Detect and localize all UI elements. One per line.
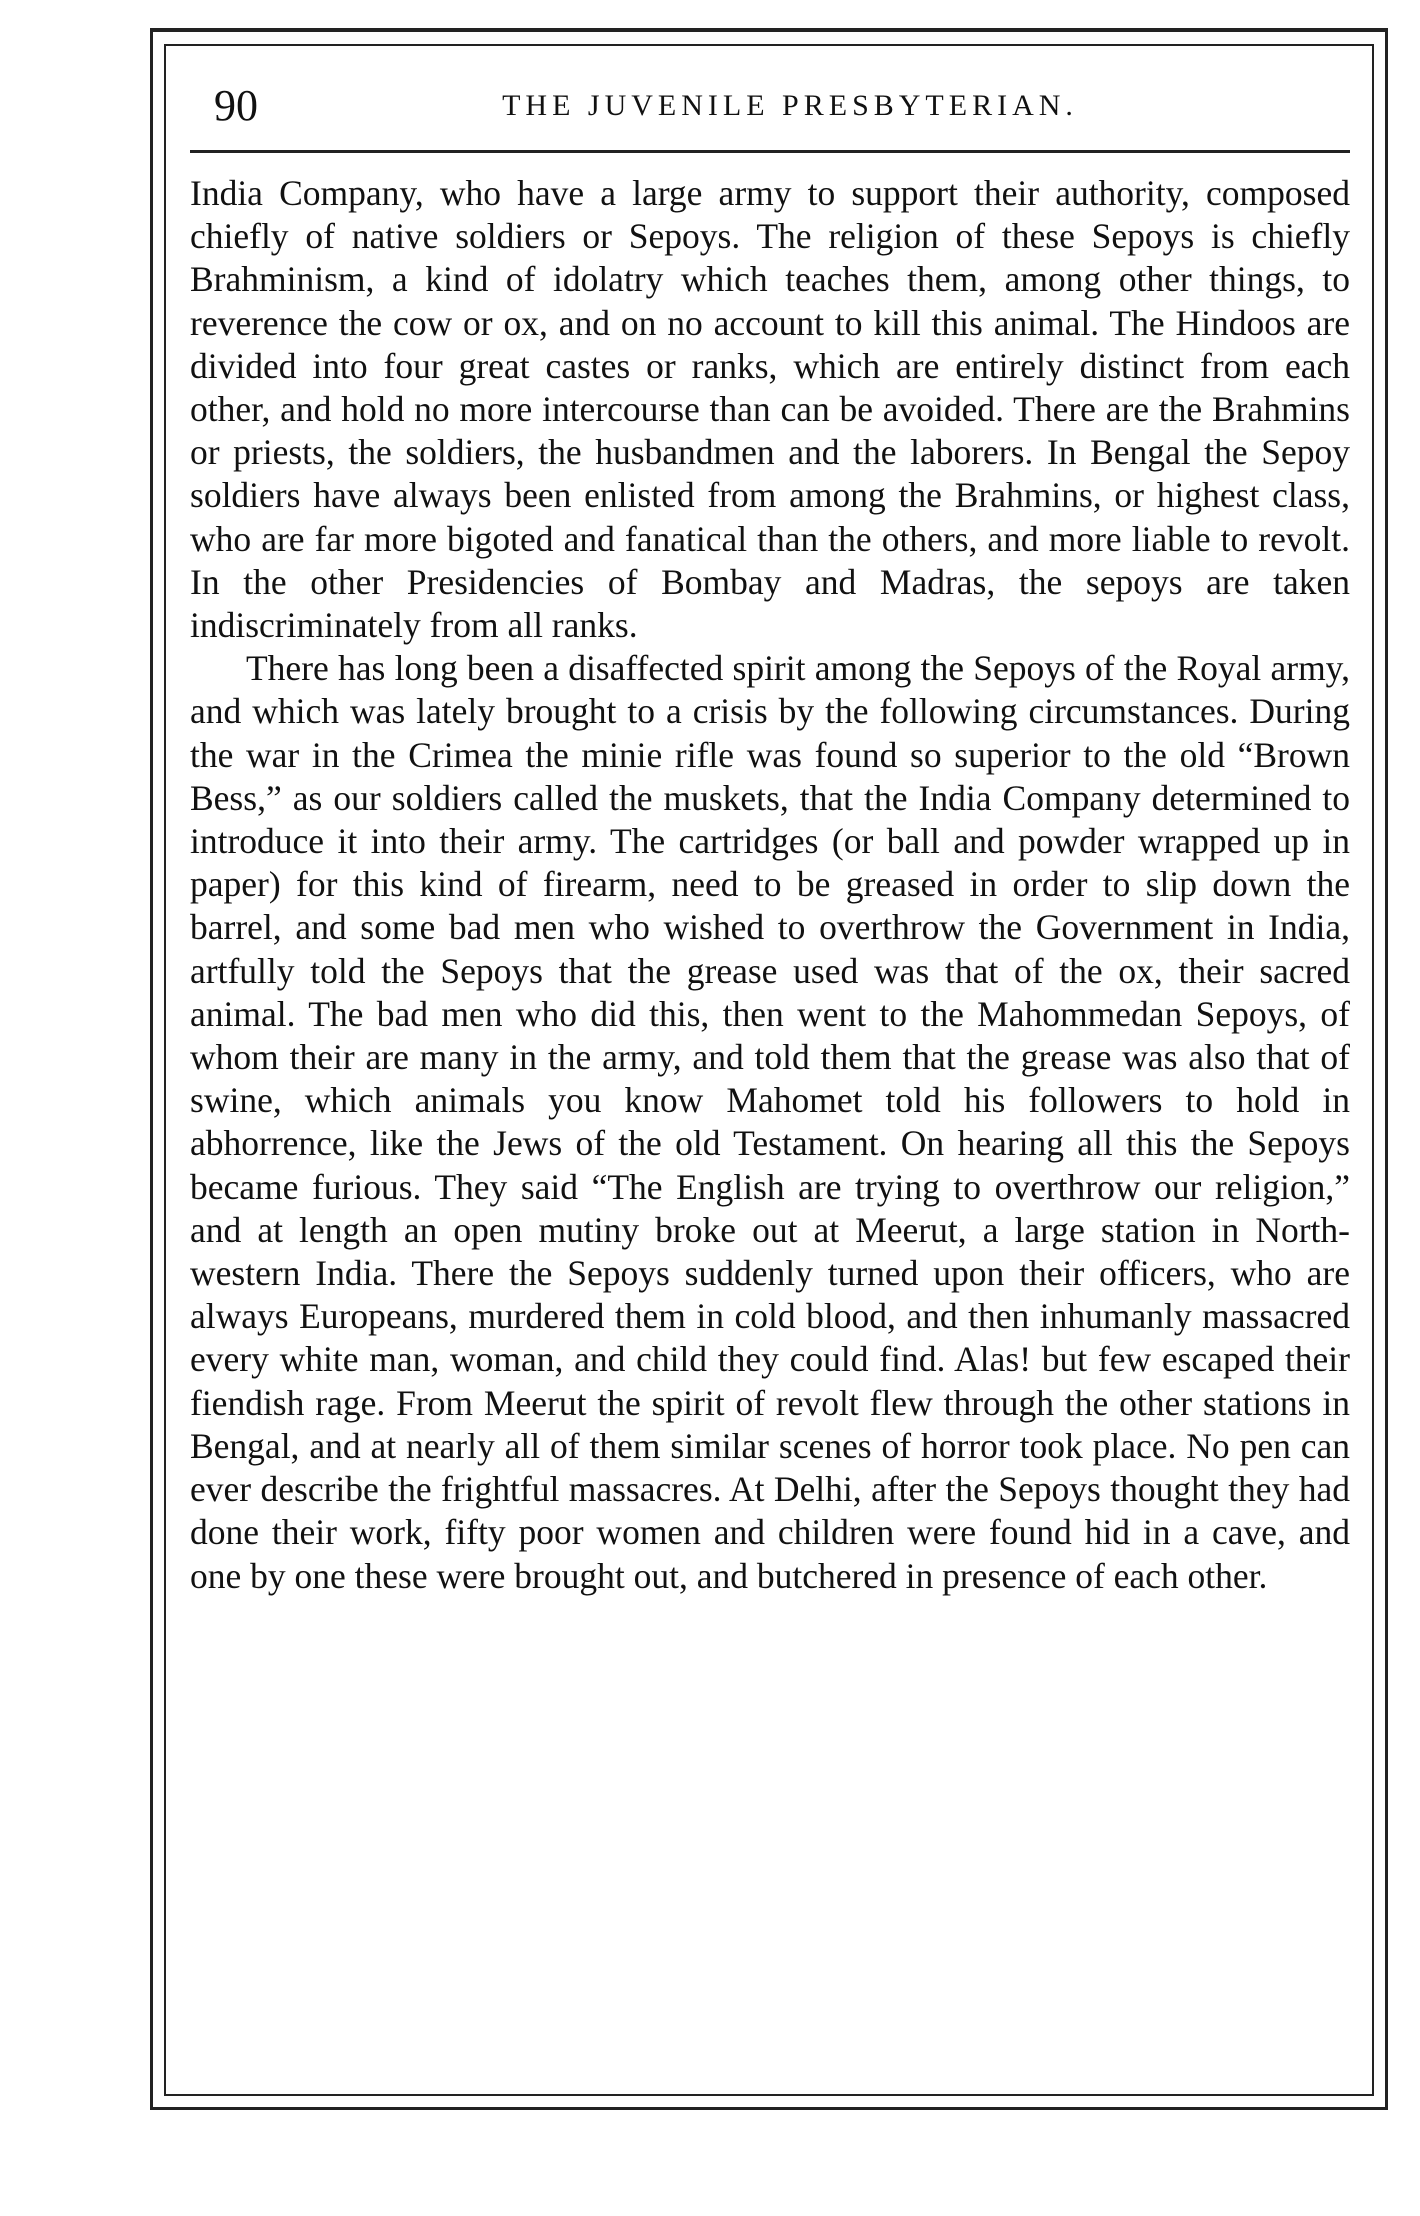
page-number: 90 [214, 81, 258, 130]
running-title: THE JUVENILE PRESBYTERIAN. [502, 89, 1078, 122]
paragraph-2: There has long been a disaffected spirit among the Sepoys of the Royal army, and which was lately brought to a crisis by the following circumstances. During the war in the Crimea the minie rifle was found so superior to the old “Brown Bess,” as our soldiers called the muskets, that the India Company determined to introduce it into their army. The cartridges (or ball and powder wrapped up in paper) for this kind of firearm, need to be greased in order to slip down the barrel, and some bad men who wished to overthrow the Government in India, artfully told the Sepoys that the grease used was that of the ox, their sacred animal. The bad men who did this, then went to the Mahommedan Sepoys, of whom their are many in the army, and told them that the grease was also that of swine, which animals you know Mahomet told his followers to hold in abhorrence, like the Jews of the old Testament. On hearing all this the Sepoys became furious. They said “The English are trying to overthrow our religion,” and at length an open mutiny broke out at Meerut, a large station in North-western India. There the Sepoys suddenly turned upon their officers, who are always Europeans, murdered them in cold blood, and then inhumanly massacred every white man, woman, and child they could find. Alas! but few escaped their fiendish rage. From Meerut the spirit of revolt flew through the other stations in Bengal, and at nearly all of them similar scenes of horror took place. No pen can ever describe the frightful massacres. At Delhi, after the Sepoys thought they had done their work, fifty poor women and children were found hid in a cave, and one by one these were brought out, and butchered in presence of each other. [190, 648, 1350, 1596]
page-header [190, 76, 1350, 136]
article-body [190, 172, 1350, 1598]
header-rule [190, 150, 1350, 153]
paragraph-1: India Company, who have a large army to support their authority, composed chiefly of native soldiers or Sepoys. The religion of these Sepoys is chiefly Brahminism, a kind of idolatry which teaches them, among other things, to reverence the cow or ox, and on no account to kill this animal. The Hindoos are divided into four great castes or ranks, which are entirely distinct from each other, and hold no more intercourse than can be avoided. There are the Brahmins or priests, the soldiers, the husbandmen and the laborers. In Bengal the Sepoy soldiers have always been enlisted from among the Brahmins, or highest class, who are far more bigoted and fanatical than the others, and more liable to revolt. In the other Presidencies of Bombay and Madras, the sepoys are taken indiscriminately from all ranks. [190, 173, 1350, 646]
